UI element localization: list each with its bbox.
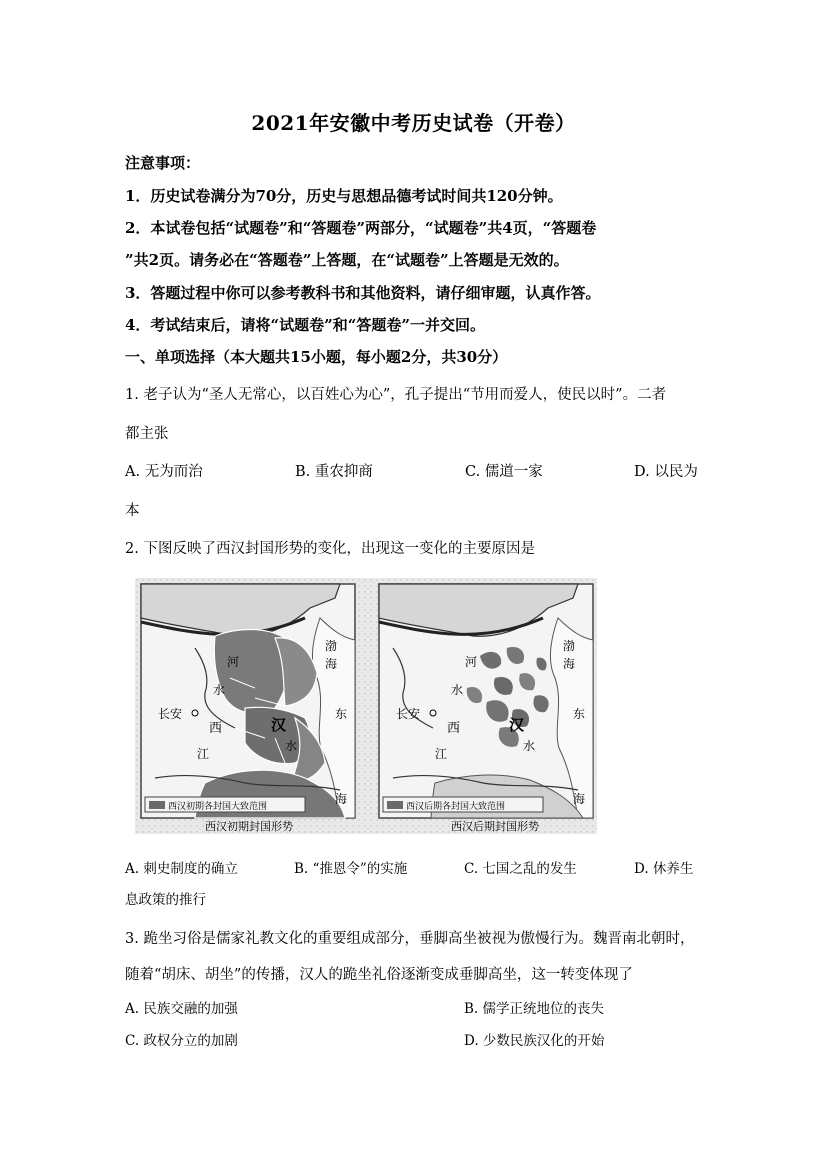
question-3-option-c[interactable]: C. 政权分立的加剧 xyxy=(125,1033,238,1049)
question-2-option-d[interactable]: D. 休养生 xyxy=(634,861,694,877)
notice-item-3: 3．答题过程中你可以参考教科书和其他资料，请仔细审题，认真作答。 xyxy=(125,284,601,302)
label-he-left: 河 xyxy=(227,655,240,669)
label-hai-south-right: 海 xyxy=(573,792,586,806)
notice-heading: 注意事项： xyxy=(125,154,201,172)
question-3-line-1: 3. 跪坐习俗是儒家礼教文化的重要组成部分，垂脚高坐被视为傲慢行为。魏晋南北朝时， xyxy=(125,931,695,947)
label-shui-right: 水 xyxy=(451,683,464,697)
legend-left: 西汉初期各封国大致范围 xyxy=(168,802,268,812)
notice-item-2-cont: ”共2页。请务必在“答题卷”上答题，在“试题卷”上答题是无效的。 xyxy=(125,251,569,269)
label-bo-left: 渤 xyxy=(325,639,338,653)
notice-item-4: 4．考试结束后，请将“试题卷”和“答题卷”一并交回。 xyxy=(125,316,485,334)
label-changan-left: 长安 xyxy=(158,707,183,721)
caption-right: 西汉后期封国形势 xyxy=(451,820,539,833)
question-3-option-b[interactable]: B. 儒学正统地位的丧失 xyxy=(464,1001,605,1017)
question-3-option-d[interactable]: D. 少数民族汉化的开始 xyxy=(464,1033,605,1049)
notice-item-2: 2．本试卷包括“试题卷”和“答题卷”两部分，“试题卷”共4页，“答题卷 xyxy=(125,219,597,237)
label-shui-left: 水 xyxy=(213,683,226,697)
notice-item-1: 1．历史试卷满分为70分，历史与思想品德考试时间共120分钟。 xyxy=(125,187,563,205)
page-title: 2021年安徽中考历史试卷（开卷） xyxy=(251,111,576,135)
question-2-option-d-cont: 息政策的推行 xyxy=(125,892,206,908)
question-2-line-1: 2. 下图反映了西汉封国形势的变化，出现这一变化的主要原因是 xyxy=(125,541,535,557)
caption-left: 西汉初期封国形势 xyxy=(205,820,293,833)
label-han-right: 汉 xyxy=(509,716,525,734)
map-early-han xyxy=(141,584,355,833)
label-hai-north-right: 海 xyxy=(563,657,576,671)
label-jiang-right: 江 xyxy=(435,747,448,761)
label-he-right: 河 xyxy=(465,655,478,669)
label-xi-left: 西 xyxy=(209,721,223,736)
question-1-option-d-cont: 本 xyxy=(125,503,140,519)
question-1-option-c[interactable]: C. 儒道一家 xyxy=(465,464,543,480)
label-hai-north-left: 海 xyxy=(325,657,338,671)
han-fiefdom-maps xyxy=(135,578,597,834)
label-xi-right: 西 xyxy=(447,721,461,736)
section-heading: 一、单项选择（本大题共15小题，每小题2分，共30分） xyxy=(125,348,508,366)
question-2-option-c[interactable]: C. 七国之乱的发生 xyxy=(464,861,577,877)
label-hai-south-left: 海 xyxy=(335,792,348,806)
question-1-option-d[interactable]: D. 以民为 xyxy=(634,464,698,480)
label-changan-right: 长安 xyxy=(396,707,421,721)
question-3-option-a[interactable]: A. 民族交融的加强 xyxy=(125,1001,238,1017)
legend-right: 西汉后期各封国大致范围 xyxy=(406,802,506,812)
map-late-han xyxy=(379,584,593,833)
label-jiang-left: 江 xyxy=(197,747,210,761)
question-3-line-2: 随着“胡床、胡坐”的传播，汉人的跪坐礼俗逐渐变成垂脚高坐，这一转变体现了 xyxy=(125,967,633,983)
label-bo-right: 渤 xyxy=(563,639,576,653)
question-1-option-b[interactable]: B. 重农抑商 xyxy=(295,464,373,480)
question-2-option-a[interactable]: A. 刺史制度的确立 xyxy=(125,861,238,877)
label-shui2-left: 水 xyxy=(285,739,298,753)
question-1-line-2: 都主张 xyxy=(125,426,169,442)
label-shui2-right: 水 xyxy=(523,739,536,753)
label-han-left: 汉 xyxy=(271,716,287,734)
question-2-option-b[interactable]: B. “推恩令”的实施 xyxy=(294,861,408,877)
question-1-line-1: 1. 老子认为“圣人无常心，以百姓心为心”，孔子提出“节用而爱人，使民以时”。二者 xyxy=(125,387,667,403)
label-dong-right: 东 xyxy=(573,707,586,721)
question-1-option-a[interactable]: A. 无为而治 xyxy=(125,464,203,480)
label-dong-left: 东 xyxy=(335,707,348,721)
